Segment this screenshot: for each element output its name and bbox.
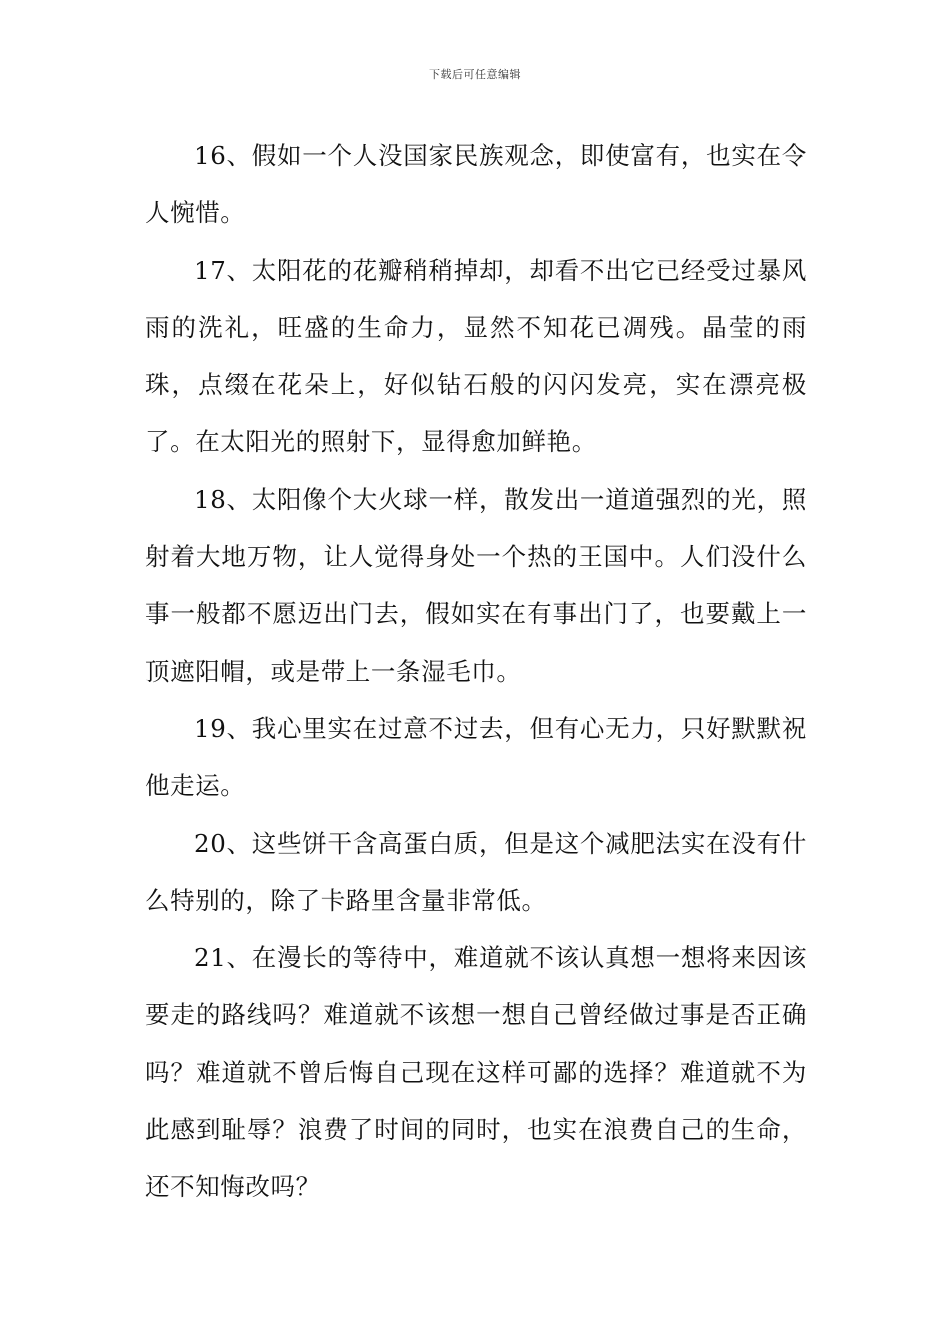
paragraph-18: 18、太阳像个大火球一样，散发出一道道强烈的光，照射着大地万物，让人觉得身处一个热的王国中。人们没什么事一般都不愿迈出门去，假如实在有事出门了，也要戴上一顶遮阳帽，或是带上一条湿毛巾。	[145, 484, 807, 686]
paragraph-17: 17、太阳花的花瓣稍稍掉却，却看不出它已经受过暴风雨的洗礼，旺盛的生命力，显然不知花已凋残。晶莹的雨珠，点缀在花朵上，好似钻石般的闪闪发亮，实在漂亮极了。在太阳光的照射下，显得愈加鲜艳。	[145, 255, 807, 457]
paragraph-16: 16、假如一个人没国家民族观念，即使富有，也实在令人惋惜。	[145, 141, 807, 228]
document-body	[145, 127, 807, 1216]
paragraph-19: 19、我心里实在过意不过去，但有心无力，只好默默祝他走运。	[145, 713, 807, 801]
paragraph-21: 21、在漫长的等待中，难道就不该认真想一想将来因该要走的路线吗？难道就不该想一想自己曾经做过事是否正确吗？难道就不曾后悔自己现在这样可鄙的选择？难道就不为此感到耻辱？浪费了时间的同时，也实在浪费自己的生命，还不知悔改吗？	[145, 943, 807, 1202]
page-header-note: 下载后可任意编辑	[429, 68, 521, 81]
paragraph-20: 20、这些饼干含高蛋白质，但是这个减肥法实在没有什么特别的，除了卡路里含量非常低。	[145, 828, 807, 915]
